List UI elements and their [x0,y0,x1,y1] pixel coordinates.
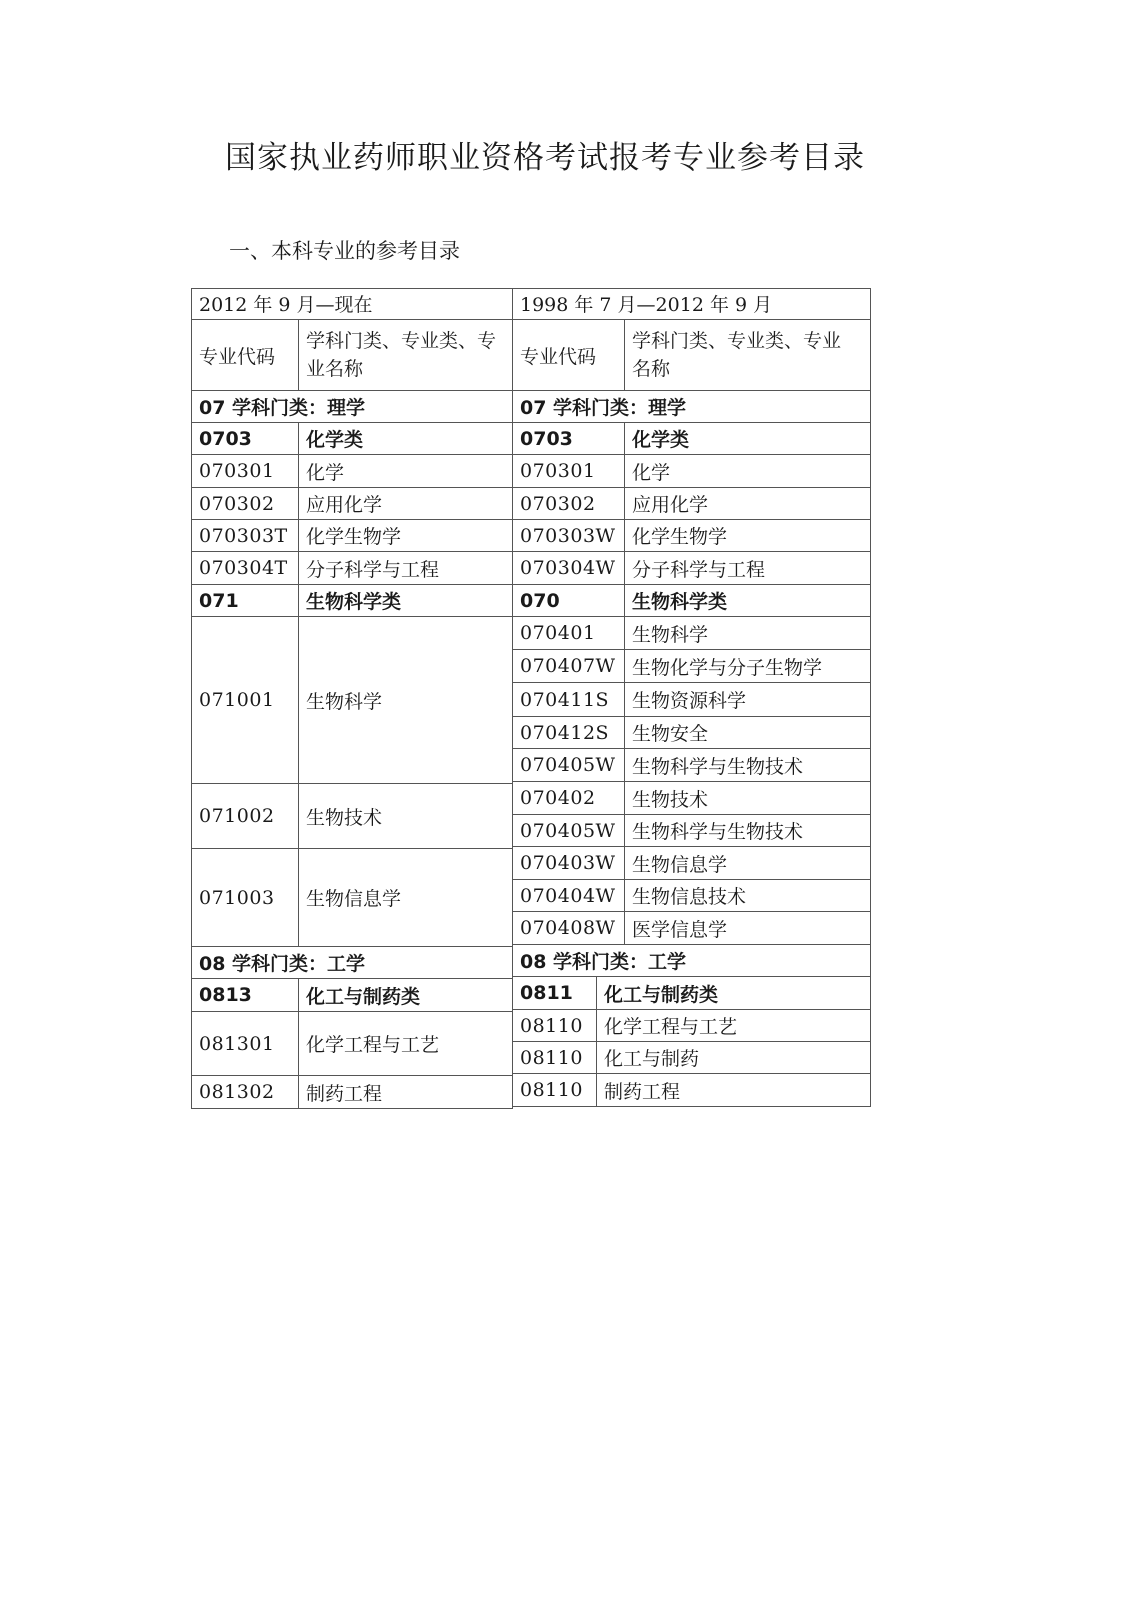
major-name [624,847,871,879]
major-name [596,1074,871,1106]
major-name-text: 化工与制药类 [306,985,421,1008]
major-code [512,782,624,814]
major-name-text: 生物科学类 [306,591,402,613]
major-name-text: 化学工程与工艺 [604,1016,738,1038]
column-header-code [512,320,624,390]
column-header-name-text: 学科门类、专业类、专业名称 [306,330,497,380]
major-code-text: 070401 [520,622,596,644]
major-code-text: 070403W [520,852,616,874]
major-code-text: 0811 [520,982,573,1004]
major-name [298,617,513,783]
major-name [298,520,513,551]
major-code-text: 071003 [199,886,275,909]
major-code [191,585,298,616]
major-code-text: 070301 [199,460,275,482]
major-row [191,617,513,784]
major-row [512,815,871,847]
major-name-text: 生物信息学 [306,888,402,910]
category-label-text: 08 学科门类：工学 [199,953,366,975]
major-row [512,488,871,520]
major-name-text: 生物信息技术 [632,886,747,908]
major-code-text: 071001 [199,689,275,711]
category-label-text: 07 学科门类：理学 [199,397,366,419]
major-row [191,520,513,552]
major-code [191,423,298,454]
major-name-text: 制药工程 [604,1080,681,1103]
major-code-text: 070404W [520,884,616,907]
major-code [191,979,298,1011]
major-code [512,423,624,454]
major-name-text: 生物资源科学 [632,690,747,712]
major-name-text: 分子科学与工程 [632,558,766,581]
major-row [512,749,871,782]
column-header-code-text: 专业代码 [199,345,276,368]
major-code-text: 08110 [520,1079,583,1101]
major-name-text: 生物科学类 [632,591,728,613]
major-row [512,552,871,585]
major-class-row [191,979,513,1012]
major-name [596,1042,871,1073]
category-row [191,947,513,979]
major-name [596,977,871,1009]
major-code [191,520,298,551]
major-code-text: 081301 [199,1032,275,1055]
major-name-text: 医学信息学 [632,918,728,941]
major-code-text: 070302 [199,492,275,515]
major-code [512,1042,596,1073]
major-code-text: 070408W [520,917,616,939]
major-name-text: 化学类 [306,429,364,451]
major-code-text: 070405W [520,754,616,776]
major-name-text: 生物技术 [306,806,383,829]
major-code [191,1076,298,1108]
major-name-text: 化学工程与工艺 [306,1034,440,1056]
major-code-text: 08110 [520,1014,583,1037]
major-code [512,1010,596,1041]
major-code [191,455,298,487]
major-name [624,423,871,454]
major-row [512,617,871,650]
major-name [624,617,871,649]
major-code [191,488,298,519]
major-code-text: 070301 [520,460,596,482]
major-name-text: 制药工程 [306,1082,383,1105]
major-name-text: 分子科学与工程 [306,558,440,581]
major-name [298,1012,513,1075]
major-row [512,650,871,683]
major-name [298,784,513,848]
major-name [624,650,871,682]
major-code-text: 070402 [520,787,596,809]
category-label [191,947,513,978]
major-name [298,585,513,616]
major-row [191,552,513,585]
major-code [512,717,624,748]
section-heading: 一、本科专业的参考目录 [229,239,460,263]
category-label [191,391,513,422]
major-code-text: 070303T [199,524,288,547]
major-code [512,683,624,716]
major-code [512,847,624,879]
major-name-text: 化工与制药类 [604,983,719,1006]
period-header-right: 1998 年 7 月—2012 年 9 月 [512,288,871,320]
major-row [191,849,513,947]
major-row [191,455,513,488]
major-name [624,552,871,584]
major-row [191,1012,513,1076]
major-name-text: 应用化学 [306,494,383,516]
major-code-text: 070412S [520,721,610,744]
major-name [624,749,871,781]
major-code-text: 081302 [199,1081,275,1103]
major-name-text: 化学生物学 [632,526,728,548]
major-name [624,815,871,846]
major-code-text: 0703 [199,427,252,450]
major-code-text: 071 [199,589,239,612]
major-name [298,552,513,584]
period-header-left: 2012 年 9 月—现在 [191,288,513,320]
major-code-text: 071002 [199,805,275,827]
category-row [512,945,871,977]
major-name-text: 生物科学 [306,690,383,713]
major-class-row [191,423,513,455]
major-row [512,717,871,749]
column-header-name [624,320,871,390]
major-code-text: 070304T [199,557,288,579]
major-name-text: 生物科学 [632,623,709,646]
major-name-text: 化学 [306,461,345,484]
major-code [512,455,624,487]
major-code [512,1074,596,1106]
major-row [512,912,871,945]
category-row [191,391,513,423]
major-class-row [512,977,871,1010]
major-name [624,585,871,616]
major-code [512,912,624,944]
major-name-text: 化学生物学 [306,526,402,548]
major-row [512,782,871,815]
major-name-text: 应用化学 [632,494,709,516]
major-code [512,552,624,584]
major-row [512,1074,871,1107]
major-name-text: 生物科学与生物技术 [632,755,804,778]
major-row [512,880,871,912]
major-code [191,617,298,783]
major-code [512,880,624,911]
major-name [298,1076,513,1108]
category-label [512,391,871,422]
major-row [512,847,871,880]
major-name [624,488,871,519]
major-name [298,423,513,454]
major-name [298,488,513,519]
major-code-text: 08110 [520,1046,583,1069]
major-code-text: 0703 [520,427,573,450]
major-code [512,650,624,682]
column-header-code [191,320,298,390]
major-name [624,455,871,487]
major-code [191,849,298,946]
major-code-text: 070302 [520,492,596,515]
major-code [512,585,624,616]
column-header-row [512,320,871,391]
column-header-name-text: 学科门类、专业类、专业名称 [632,330,842,380]
category-row [512,391,871,423]
category-label-text: 07 学科门类：理学 [520,397,687,419]
category-label-text: 08 学科门类：工学 [520,951,687,973]
major-row [191,784,513,849]
major-code-text: 070303W [520,524,616,547]
major-name [624,717,871,748]
major-row [512,520,871,552]
major-code-text: 070407W [520,655,616,677]
major-name-text: 生物信息学 [632,853,728,876]
major-code [191,784,298,848]
column-header-row [191,320,513,391]
major-class-row [512,423,871,455]
major-code [512,815,624,846]
column-header-name [298,320,513,390]
major-name [298,455,513,487]
major-name [624,683,871,716]
major-code [512,977,596,1009]
major-name-text: 化工与制药 [604,1048,700,1070]
major-name-text: 化学类 [632,429,690,451]
major-code [512,749,624,781]
major-name-text: 生物化学与分子生物学 [632,656,823,679]
right-half-1998-2012 [512,320,871,1107]
major-code [512,488,624,519]
major-name-text: 生物科学与生物技术 [632,821,804,843]
major-code [512,520,624,551]
major-row [512,455,871,488]
major-name-text: 生物安全 [632,723,709,745]
major-name [624,880,871,911]
major-name-text: 化学 [632,461,671,484]
major-name [298,849,513,946]
major-code [191,552,298,584]
document-title: 国家执业药师职业资格考试报考专业参考目录 [225,140,865,176]
major-name [298,979,513,1011]
major-row [512,1010,871,1042]
major-row [512,1042,871,1074]
major-code-text: 0813 [199,984,252,1006]
column-header-code-text: 专业代码 [520,345,597,368]
major-name-text: 生物技术 [632,788,709,811]
left-half-2012-now [191,320,513,1109]
major-name [624,782,871,814]
major-code-text: 070304W [520,557,616,579]
major-class-row [191,585,513,617]
major-code-text: 070405W [520,819,616,842]
major-code [191,1012,298,1075]
major-row [191,488,513,520]
category-label [512,945,871,976]
major-code [512,617,624,649]
major-name [596,1010,871,1041]
major-name [624,912,871,944]
major-code-text: 070 [520,589,560,612]
major-row [191,1076,513,1109]
major-name [624,520,871,551]
major-code-text: 070411S [520,688,610,711]
major-row [512,683,871,717]
major-class-row [512,585,871,617]
